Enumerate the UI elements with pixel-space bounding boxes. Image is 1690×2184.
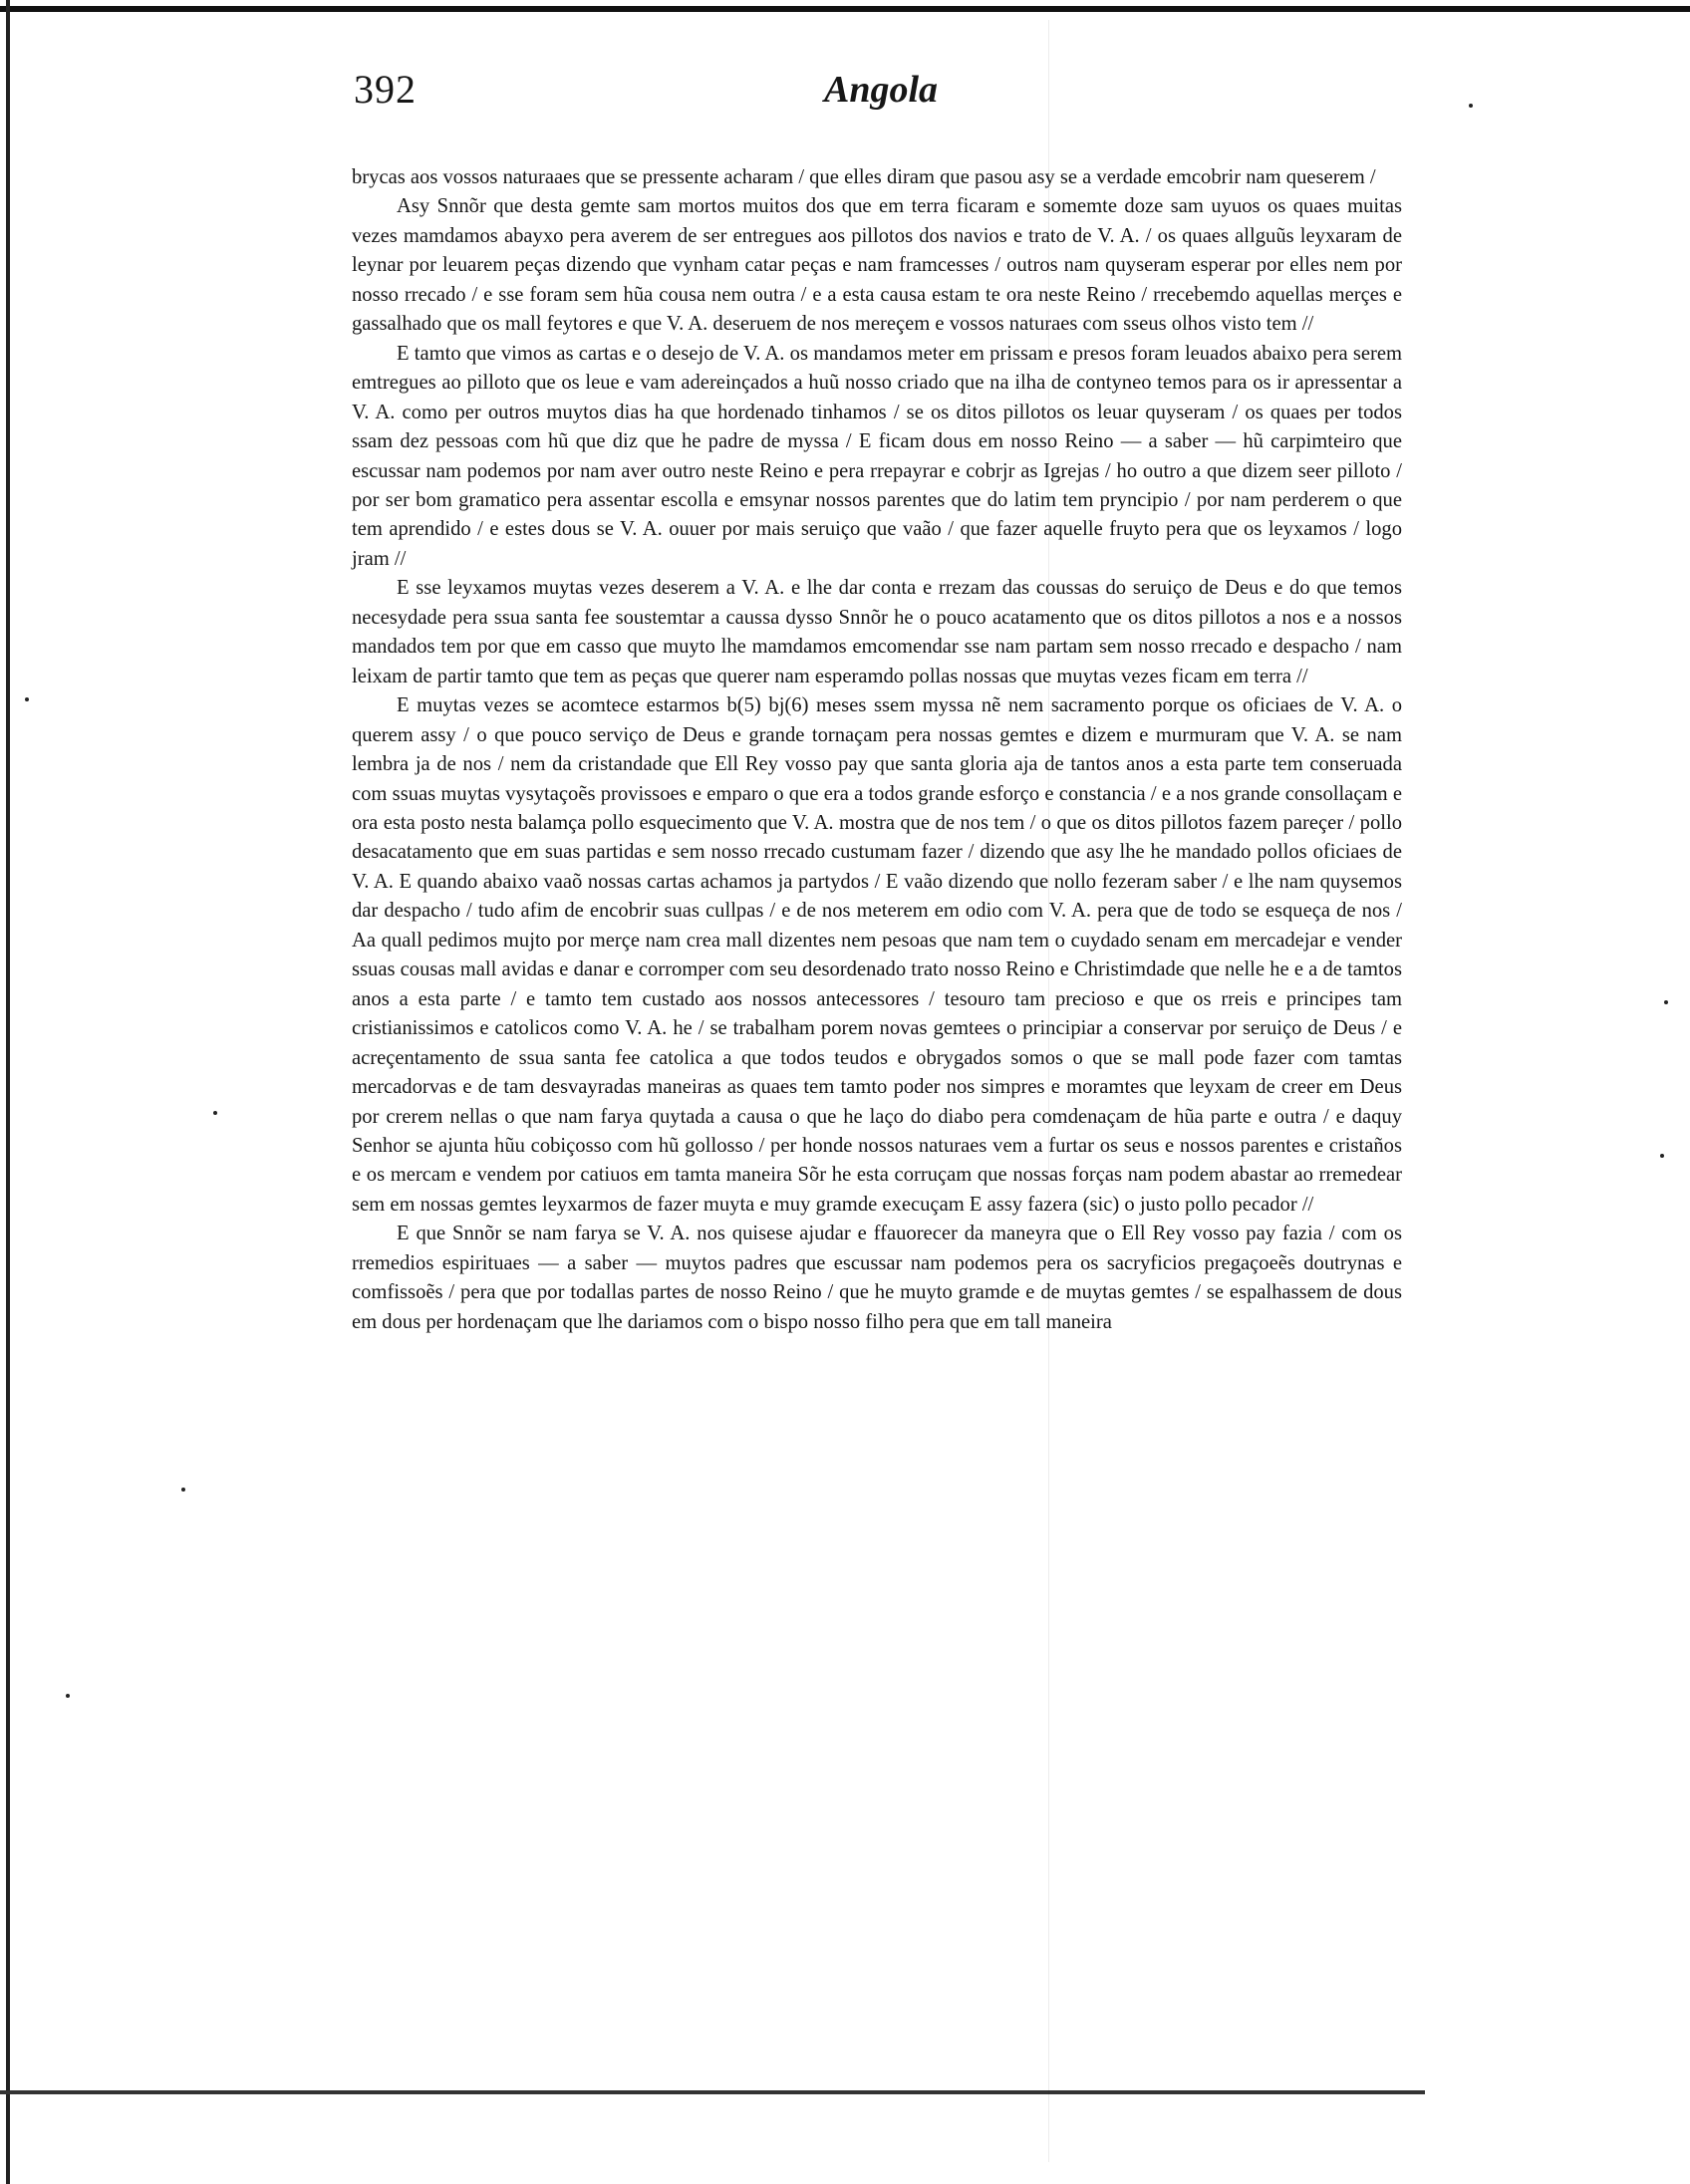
scan-speck	[181, 1488, 185, 1492]
scan-left-border	[6, 0, 10, 2184]
paragraph: Asy Snnõr que desta gemte sam mortos muitos dos que em terra ficaram e somemte doze sam uyuos os quaes muitas vezes mamdamos abayxo pera averem de ser entregues aos pillotos dos navios e trato de V. A. / os quaes allguũs leyxaram de leynar por leuarem peças dizendo que vynham catar peças e nam framcesses / outros nam quyseram esperar por elles nem por nosso rrecado / e sse foram sem hũa cousa nem outra / e a esta causa estam te ora neste Reino / rrecebemdo aquellas merçes e gassalhado que os mall feytores e que V. A. deseruem de nos mereçem e vossos naturaes com sseus olhos visto tem //	[352, 195, 1402, 336]
scan-top-border	[0, 6, 1690, 12]
scan-speck	[213, 1111, 217, 1115]
paragraph: brycas aos vossos naturaaes que se pressente acharam / que elles diram que pasou asy se a verdade emcobrir nam queserem /	[352, 166, 1376, 188]
body-text	[352, 163, 1402, 1337]
paragraph: E tamto que vimos as cartas e o desejo de V. A. os mandamos meter em prissam e presos foram leuados abaixo pera serem emtregues ao pilloto que os leue e vam adereinçados a huũ nosso criado que na ilha de contyneo temos para os ir apressentar a V. A. como per outros muytos dias ha que hordenado tinhamos / se os ditos pillotos os leuar quyseram / os quaes per todos ssam dez pessoas com hũ que diz que he padre de myssa / E ficam dous em nosso Reino — a saber — hũ carpimteiro que escussar nam podemos por nam aver outro neste Reino e pera rrepayrar e cobrjr as Igrejas / ho outro a que dizem seer pilloto / por ser bom gramatico pera assentar escolla e emsynar nossos parentes que do latim tem pryncipio / por nam perderem o que tem aprendido / e estes dous se V. A. ouuer por mais seruiço que vaão / que fazer aquelle fruyto pera que os leyxamos / logo jram //	[352, 342, 1402, 570]
scan-bottom-border	[0, 2090, 1425, 2094]
scan-speck	[1469, 104, 1473, 108]
scan-speck	[66, 1694, 70, 1698]
paragraph: E sse leyxamos muytas vezes deserem a V. A. e lhe dar conta e rrezam das coussas do seruiço de Deus e do que temos necesydade pera ssua santa fee soustemtar a caussa dysso Snnõr he o pouco acatamento que os ditos pillotos a nos e a nossos mandados tem por que em casso que muyto lhe mamdamos emcomendar sse nam partam sem nosso rrecado e despacho / nam leixam de partir tamto que tem as peças que querer nam esperamdo pollas nossas que muytas vezes ficam em terra //	[352, 577, 1402, 687]
scan-speck	[25, 697, 29, 701]
scan-speck	[1660, 1154, 1664, 1158]
paragraph: E muytas vezes se acomtece estarmos b(5) bj(6) meses ssem myssa nẽ nem sacramento porque os oficiaes de V. A. o querem assy / o que pouco serviço de Deus e grande tornaçam pera nossas gemtes e dizem e murmuram que V. A. se nam lembra ja de nos / nem da cristandade que Ell Rey vosso pay que santa gloria aja de tantos anos a esta parte tem conseruada com ssuas muytas vysytaçoẽs provissoes e emparo o que era a todos grande esforço e constancia / e a nos grande consollaçam e ora esta posto nesta balamça pollo esquecimento que V. A. mostra que de nos tem / o que os ditos pillotos fazem pareçer / pollo desacatamento que em suas partidas e sem nosso rrecado custumam fazer / dizendo que asy lhe he mandado pollos oficiaes de V. A. E quando abaixo vaaõ nossas cartas achamos ja partydos / E vaão dizendo que nollo fezeram saber / e lhe nam quysemos dar despacho / tudo afim de encobrir suas cullpas / e de nos meterem em odio com V. A. pera que de todo se esqueça de nos / Aa quall pedimos mujto por merçe nam crea mall dizentes nem pesoas que nam tem o cuydado senam em mercadejar e vender ssuas cousas mall avidas e danar e corromper com seu desordenado trato nosso Reino e Christimdade que nelle he e a de tamtos anos a esta parte / e tamto tem custado aos nossos antecessores / tesouro tam precioso e que os rreis e principes tam cristianissimos e catolicos como V. A. he / se trabalham porem novas gemtees o principiar a conservar por seruiço de Deus / e acreçentamento de ssua santa fee catolica a que todos teudos e obrygados somos o que se mall pode fazer com tamtas mercadorvas e de tam desvayradas maneiras as quaes tem tamto poder nos simpres e moramtes que leyxam de creer em Deus por crerem nellas o que nam farya quytada a causa o que he laço do diabo pera comdenaçam de hũa parte e outra / e daquy Senhor se ajunta hũu cobiçosso com hũ gollosso / per honde nossos naturaes vem a furtar os seus e nossos parentes e cristaños e os mercam e vendem por catiuos em tamta maneira Sõr he esta corruçam que nossas forças nam podem abastar ao rremedear sem em nossas gemtes leyxarmos de fazer muyta e muy gramde execuçam E assy fazera (sic) o justo pollo pecador //	[352, 694, 1402, 1216]
page-number: 392	[354, 67, 417, 112]
running-title: Angola	[823, 69, 939, 111]
scan-speck	[1664, 1000, 1668, 1004]
paragraph: E que Snnõr se nam farya se V. A. nos quisese ajudar e ffauorecer da maneyra que o Ell Rey vosso pay fazia / com os rremedios espirituaes — a saber — muytos padres que escussar nam podemos pera os sacryficios pregaçoeẽs doutrynas e comfissoẽs / pera que por todallas partes de nosso Reino / que he muyto gramde e de muytas gemtes / se espalhassem de dous em dous per hordenaçam que lhe dariamos com o bispo nosso filho pera que em tall maneira	[352, 1223, 1402, 1333]
running-head	[354, 66, 1408, 126]
